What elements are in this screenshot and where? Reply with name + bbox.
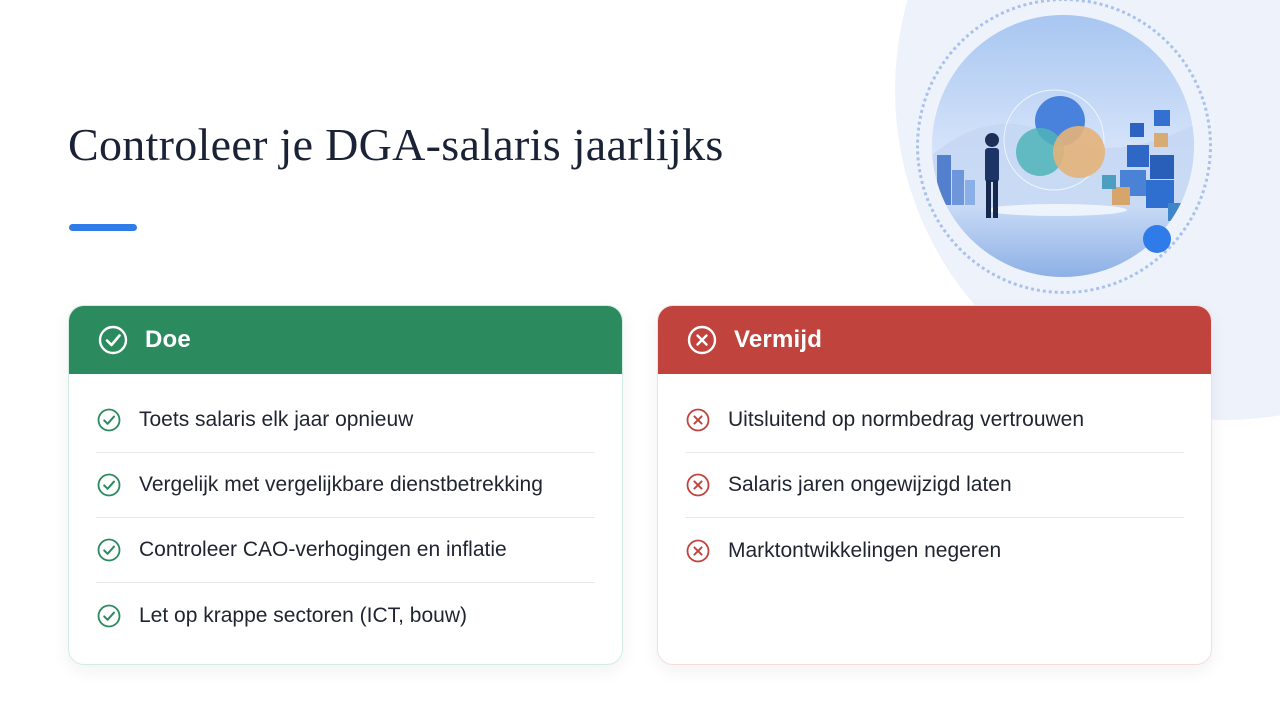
- avoid-list-item: [685, 453, 1184, 518]
- do-item-text: Let op krappe sectoren (ICT, bouw): [139, 603, 468, 627]
- do-list-item: [96, 583, 595, 648]
- avoid-item-text: Marktontwikkelingen negeren: [728, 538, 1002, 562]
- do-list-item: [96, 388, 595, 453]
- check-circle-icon: [96, 603, 122, 629]
- do-card-header: [69, 306, 622, 374]
- check-circle-icon: [96, 472, 122, 498]
- check-circle-icon: [97, 324, 129, 356]
- do-item-text: Toets salaris elk jaar opnieuw: [139, 408, 414, 431]
- avoid-card-header: [658, 306, 1211, 374]
- avoid-list-item: [685, 388, 1184, 453]
- x-circle-icon: [685, 407, 711, 433]
- x-circle-icon: [685, 538, 711, 564]
- do-card: [68, 305, 623, 665]
- avoid-list: [658, 374, 1211, 583]
- do-card-title: Doe: [145, 326, 191, 353]
- check-circle-icon: [96, 407, 122, 433]
- page-title: Controleer je DGA-salaris jaarlijks: [68, 119, 724, 170]
- do-item-text: Controleer CAO-verhogingen en inflatie: [139, 538, 507, 561]
- title-accent-bar: [69, 224, 137, 231]
- do-list-item: [96, 518, 595, 583]
- illustration-accent-dot: [1143, 225, 1171, 253]
- avoid-card-title: Vermijd: [734, 326, 823, 353]
- do-list-item: [96, 453, 595, 518]
- avoid-list-item: [685, 518, 1184, 583]
- x-circle-icon: [685, 472, 711, 498]
- check-circle-icon: [96, 537, 122, 563]
- do-item-text: Vergelijk met vergelijkbare dienstbetrekking: [139, 473, 543, 496]
- avoid-item-text: Uitsluitend op normbedrag vertrouwen: [728, 408, 1085, 431]
- x-circle-icon: [686, 324, 718, 356]
- do-list: [69, 374, 622, 648]
- avoid-item-text: Salaris jaren ongewijzigd laten: [728, 473, 1012, 496]
- avoid-card: [657, 305, 1212, 665]
